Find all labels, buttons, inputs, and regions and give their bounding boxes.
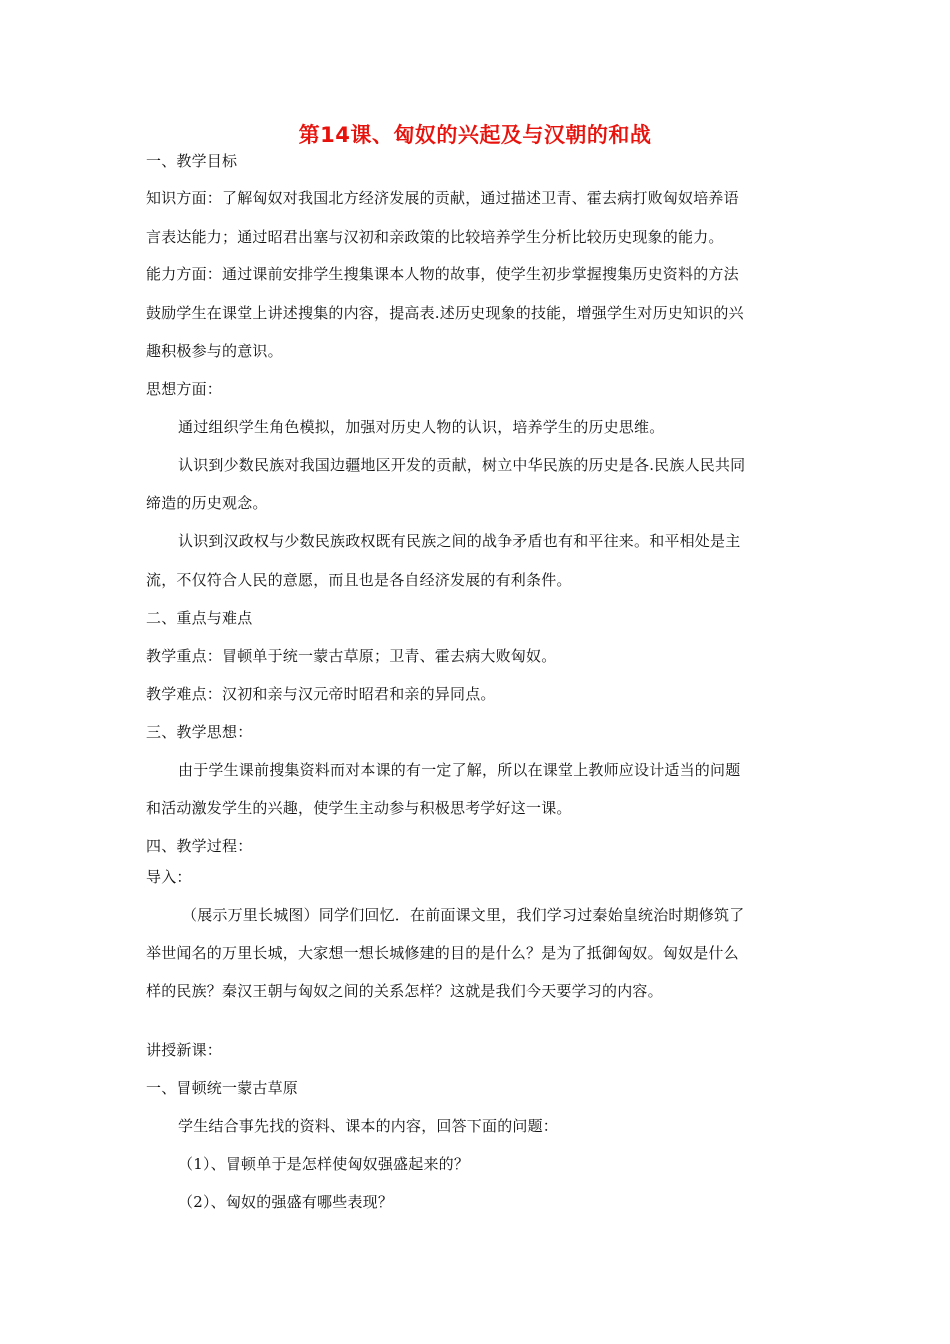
paragraph-line: 趣积极参与的意识。 (146, 342, 283, 360)
paragraph-line: 导入： (146, 868, 192, 886)
paragraph-line: 举世闻名的万里长城，大家想一想长城修建的目的是什么？是为了抵御匈奴。匈奴是什么 (146, 944, 739, 962)
paragraph-line: 由于学生课前搜集资料而对本课的有一定了解，所以在课堂上教师应设计适当的问题 (178, 761, 741, 779)
paragraph-line: 思想方面： (146, 380, 223, 398)
subsection-heading: 一、冒顿统一蒙古草原 (146, 1079, 299, 1097)
question-item: （1）、冒顿单于是怎样使匈奴强盛起来的？ (178, 1155, 470, 1173)
section-heading-objectives: 一、教学目标 (146, 152, 238, 170)
paragraph-line: 教学重点：冒顿单于统一蒙古草原；卫青、霍去病大败匈奴。 (146, 647, 557, 665)
paragraph-line: 样的民族？秦汉王朝与匈奴之间的关系怎样？这就是我们今天要学习的内容。 (146, 982, 663, 1000)
paragraph-line: 流，不仅符合人民的意愿，而且也是各自经济发展的有利条件。 (146, 571, 572, 589)
paragraph-line: 认识到汉政权与少数民族政权既有民族之间的战争矛盾也有和平往来。和平相处是主 (178, 532, 741, 550)
section-heading-teaching-idea: 三、教学思想： (146, 723, 253, 741)
paragraph-line: 通过组织学生角色模拟，加强对历史人物的认识，培养学生的历史思维。 (178, 418, 665, 436)
paragraph-line: 讲授新课： (146, 1041, 223, 1059)
paragraph-line: （展示万里长城图）同学们回忆．在前面课文里，我们学习过秦始皇统治时期修筑了 (182, 906, 745, 924)
section-heading-keypoints: 二、重点与难点 (146, 609, 253, 627)
paragraph-line: 言表达能力；通过昭君出塞与汉初和亲政策的比较培养学生分析比较历史现象的能力。 (146, 228, 724, 246)
paragraph-line: 学生结合事先找的资料、课本的内容，回答下面的问题： (178, 1117, 559, 1135)
paragraph-line: 教学难点：汉初和亲与汉元帝时昭君和亲的异同点。 (146, 685, 496, 703)
paragraph-line: 鼓励学生在课堂上讲述搜集的内容，提高表.述历史现象的技能，增强学生对历史知识的兴 (146, 304, 744, 322)
paragraph-line: 认识到少数民族对我国边疆地区开发的贡献，树立中华民族的历史是各.民族人民共同 (178, 456, 746, 474)
paragraph-line: 和活动激发学生的兴趣，使学生主动参与积极思考学好这一课。 (146, 799, 572, 817)
paragraph-line: 知识方面：了解匈奴对我国北方经济发展的贡献，通过描述卫青、霍去病打败匈奴培养语 (146, 189, 739, 207)
paragraph-line: 缔造的历史观念。 (146, 494, 268, 512)
question-item: （2）、匈奴的强盛有哪些表现？ (178, 1193, 394, 1211)
paragraph-line: 能力方面：通过课前安排学生搜集课本人物的故事，使学生初步掌握搜集历史资料的方法 (146, 265, 739, 283)
lesson-title: 第14课、匈奴的兴起及与汉朝的和战 (298, 123, 652, 147)
section-heading-process: 四、教学过程： (146, 837, 253, 855)
